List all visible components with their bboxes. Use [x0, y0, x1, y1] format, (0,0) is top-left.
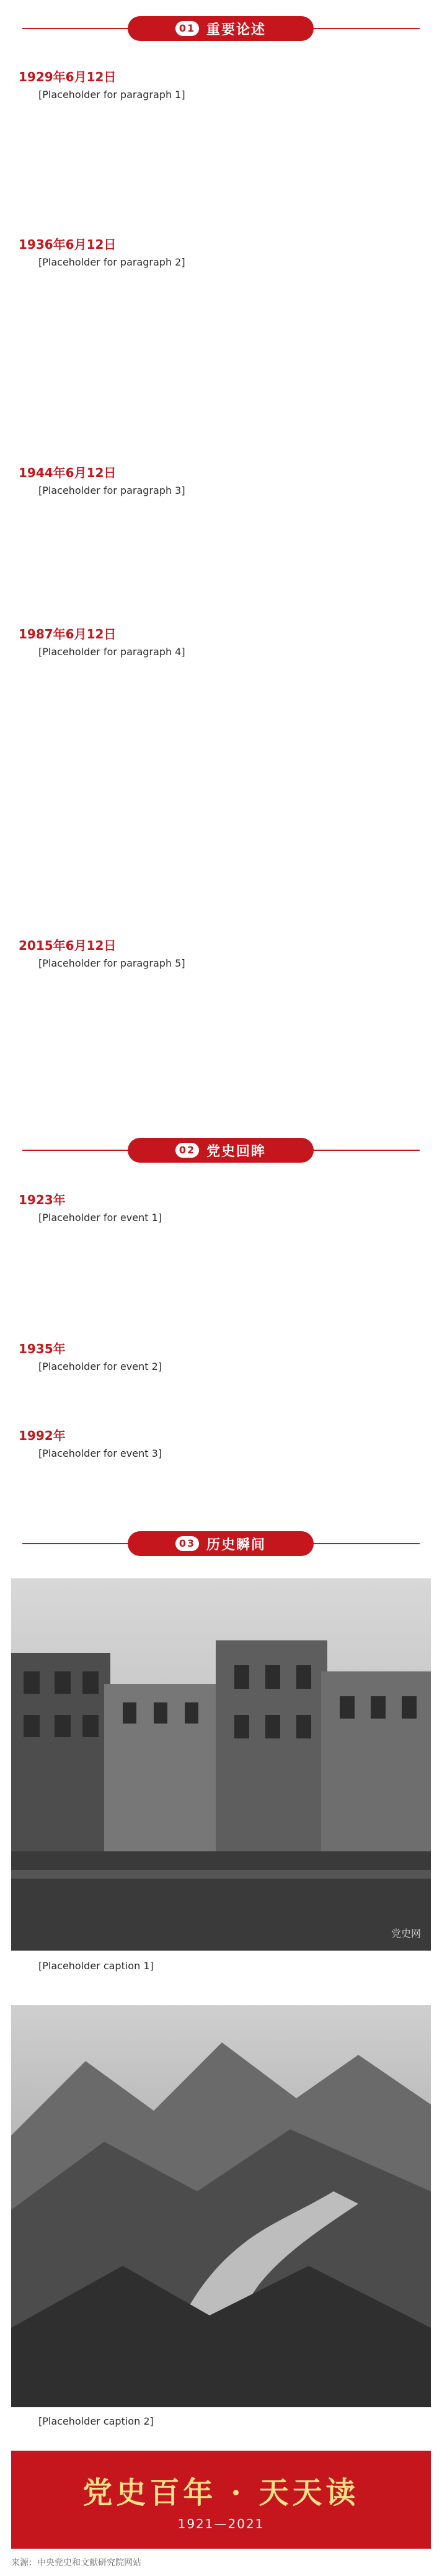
banner-pill	[128, 1138, 314, 1163]
footer-title: 党史百年 · 天天读	[82, 2475, 360, 2510]
entry-text: [Placeholder for event 1]	[38, 1212, 162, 1223]
city-photo-graphic	[11, 1578, 431, 1951]
entry-text: [Placeholder for paragraph 5]	[38, 957, 185, 969]
banner-pill	[128, 16, 314, 41]
section-title: 党史回眸	[206, 1143, 266, 1160]
entry-date: 1944年6月12日	[19, 465, 117, 480]
entry-text: [Placeholder for event 2]	[38, 1361, 162, 1372]
section-title: 历史瞬间	[206, 1537, 266, 1553]
section-number: 01	[175, 21, 199, 36]
section-title: 重要论述	[206, 22, 266, 38]
entry-text: [Placeholder for paragraph 2]	[38, 256, 185, 268]
section-number: 02	[175, 1143, 199, 1158]
section-banner-2	[0, 1135, 442, 1165]
city-photo-icon	[11, 1578, 431, 1951]
mountain-photo-icon	[11, 2005, 431, 2407]
entry-text: [Placeholder for paragraph 4]	[38, 646, 185, 658]
entry-date: 2015年6月12日	[19, 938, 117, 953]
photo-caption: [Placeholder caption 2]	[38, 2415, 154, 2427]
entry-date: 1935年	[19, 1341, 66, 1356]
source-note: 来源：中央党史和文献研究院网站	[11, 2558, 141, 2568]
section-number: 03	[175, 1536, 199, 1551]
photo-caption: [Placeholder caption 1]	[38, 1960, 154, 1972]
entry-text: [Placeholder for paragraph 3]	[38, 485, 185, 496]
entry-date: 1987年6月12日	[19, 627, 117, 642]
entry-text: [Placeholder for paragraph 1]	[38, 89, 185, 101]
footer-years: 1921—2021	[177, 2516, 265, 2531]
entry-date: 1929年6月12日	[19, 69, 117, 84]
section-banner-3	[0, 1529, 442, 1559]
section-banner-1	[0, 14, 442, 43]
footer-banner	[11, 2451, 431, 2549]
entry-date: 1923年	[19, 1192, 66, 1207]
photo-watermark: 党史网	[391, 1928, 421, 1939]
entry-text: [Placeholder for event 3]	[38, 1447, 162, 1459]
mountain-photo-graphic	[11, 2005, 431, 2407]
banner-pill	[128, 1531, 314, 1556]
entry-date: 1992年	[19, 1428, 66, 1443]
entry-date: 1936年6月12日	[19, 237, 117, 252]
